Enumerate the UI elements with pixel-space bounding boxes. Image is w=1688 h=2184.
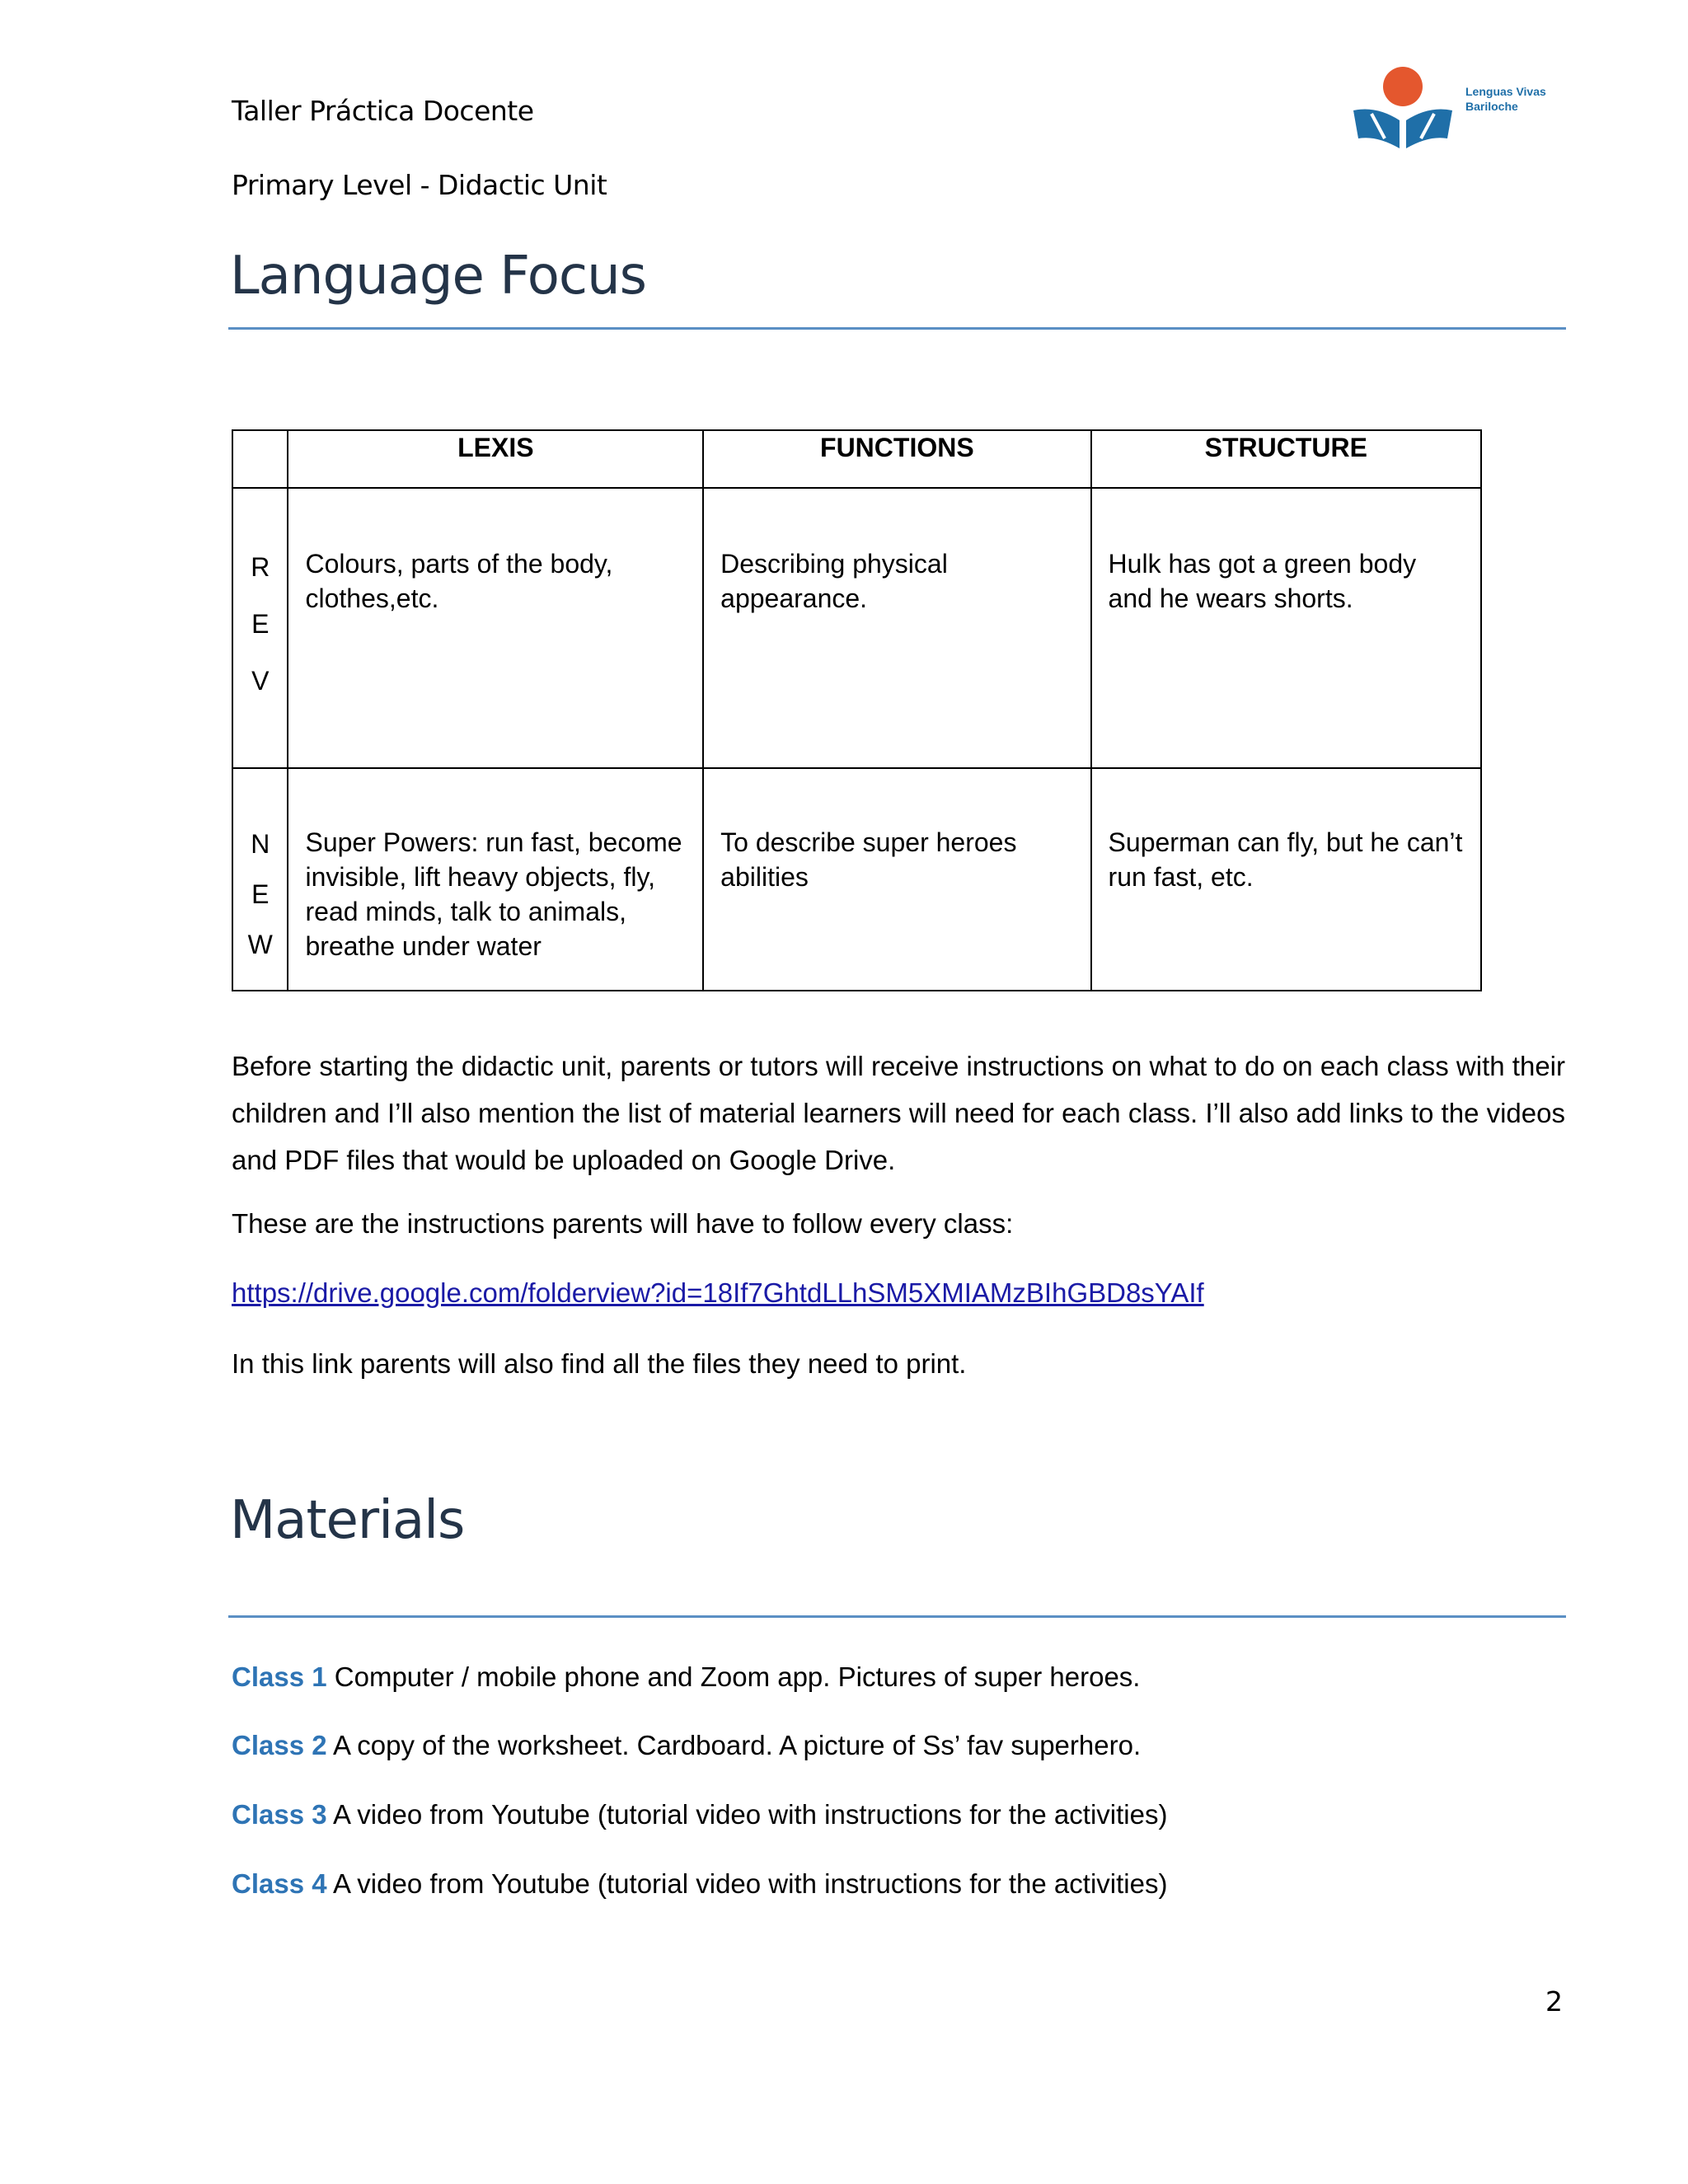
side-letter: R (251, 552, 270, 582)
row-side-label (232, 488, 288, 768)
lenguas-vivas-logo (1352, 59, 1566, 158)
header-subtitle: Primary Level - Didactic Unit (232, 169, 607, 201)
cell-lexis: Colours, parts of the body, clothes,etc. (288, 488, 703, 768)
logo-text (1465, 84, 1546, 114)
side-letter: W (247, 930, 273, 959)
section-title-language-focus: Language Focus (230, 246, 646, 307)
class-label: Class 3 (232, 1799, 327, 1830)
cell-functions: To describe super heroes abilities (703, 768, 1090, 991)
list-item (232, 1791, 1167, 1838)
cell-structure: Hulk has got a green body and he wears shorts. (1091, 488, 1481, 768)
logo-text-line1: Lenguas Vivas (1465, 85, 1546, 98)
table-header-functions: FUNCTIONS (703, 430, 1090, 488)
language-focus-table (232, 429, 1482, 991)
table-row (232, 768, 1481, 991)
class-materials-text: A video from Youtube (tutorial video with instructions for the activities) (332, 1799, 1168, 1830)
class-label: Class 2 (232, 1730, 327, 1760)
table-header-row (232, 430, 1481, 488)
list-item (232, 1653, 1140, 1700)
cell-structure: Superman can fly, but he can’t run fast, etc. (1091, 768, 1481, 991)
class-materials-text: A video from Youtube (tutorial video with instructions for the activities) (332, 1868, 1168, 1899)
drive-link[interactable]: https://drive.google.com/folderview?id=18If7GhtdLLhSM5XMIAMzBIhGBD8sYAIf (232, 1277, 1204, 1308)
table-corner-cell (232, 430, 288, 488)
side-letter: E (251, 879, 270, 909)
list-item (232, 1722, 1141, 1769)
logo-text-line2: Bariloche (1465, 100, 1518, 113)
side-letter: E (251, 609, 270, 639)
instructions-paragraph: These are the instructions parents will have to follow every class: (232, 1208, 1014, 1239)
section-rule (228, 327, 1566, 330)
side-letter: N (251, 829, 270, 859)
cell-lexis: Super Powers: run fast, become invisible, lift heavy objects, fly, read minds, talk to animals, breathe under water (288, 768, 703, 991)
class-label: Class 4 (232, 1868, 327, 1899)
class-materials-text: A copy of the worksheet. Cardboard. A picture of Ss’ fav superhero. (332, 1730, 1142, 1760)
section-rule (228, 1615, 1566, 1618)
page-number: 2 (1545, 1985, 1563, 2018)
header-title: Taller Práctica Docente (232, 95, 534, 127)
class-materials-text: Computer / mobile phone and Zoom app. Pictures of super heroes. (334, 1661, 1141, 1692)
files-paragraph: In this link parents will also find all the files they need to print. (232, 1348, 967, 1379)
intro-paragraph: Before starting the didactic unit, parents or tutors will receive instructions on what to do on each class with their children and I’ll also mention the list of material learners will need for each class. I’ll also add links to the videos and PDF files that would be uploaded on Google Drive. (232, 1051, 1565, 1175)
row-side-label (232, 768, 288, 991)
section-title-materials: Materials (230, 1490, 465, 1551)
table-header-lexis: LEXIS (288, 430, 703, 488)
list-item (232, 1860, 1167, 1907)
table-row (232, 488, 1481, 768)
side-letter: V (251, 666, 270, 696)
class-label: Class 1 (232, 1661, 327, 1692)
table-header-structure: STRUCTURE (1091, 430, 1481, 488)
cell-functions: Describing physical appearance. (703, 488, 1090, 768)
